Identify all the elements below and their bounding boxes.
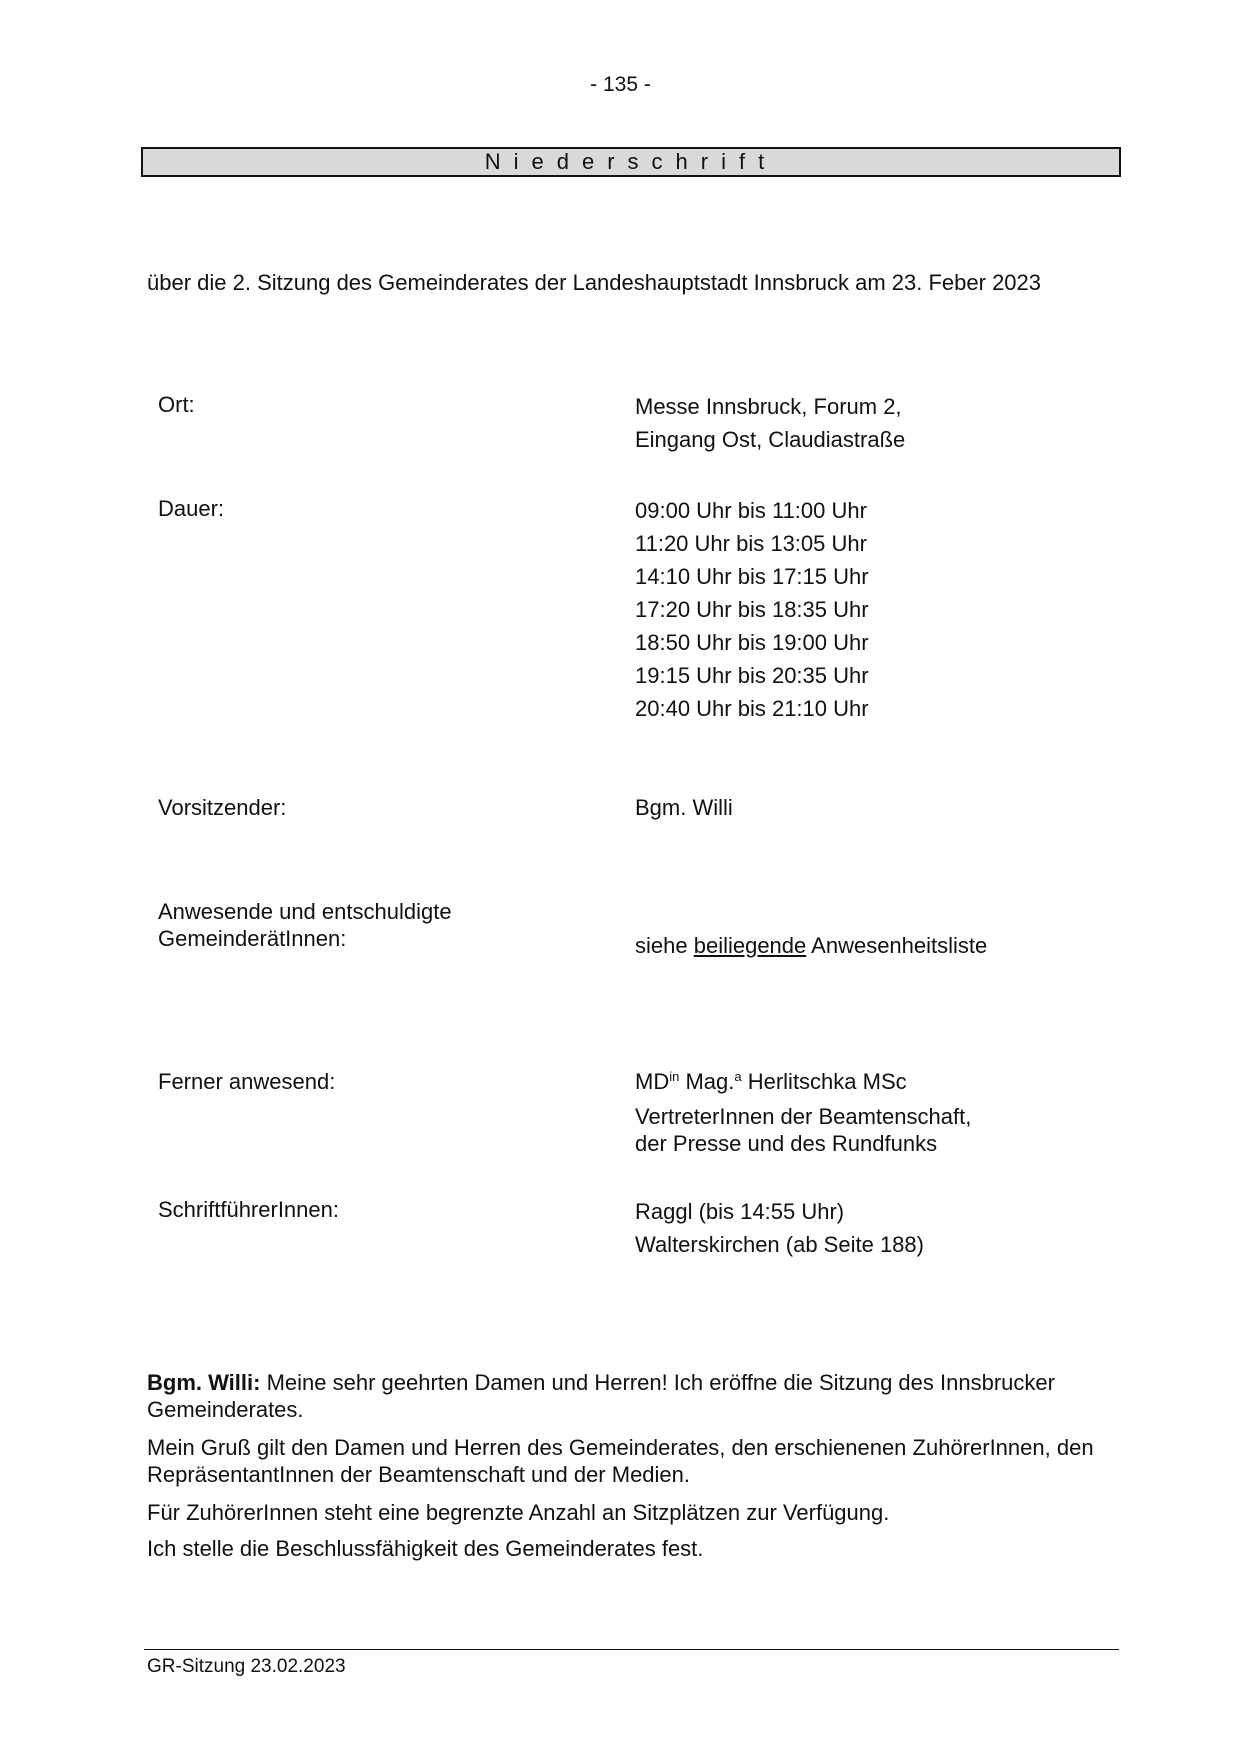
- label-vorsitzender: Vorsitzender:: [158, 795, 287, 820]
- ort-line: Eingang Ost, Claudiastraße: [635, 427, 906, 452]
- ferner-name: Herlitschka MSc: [741, 1069, 907, 1094]
- ferner-line-3: der Presse und des Rundfunks: [635, 1131, 938, 1156]
- ferner-md: MD: [635, 1069, 670, 1094]
- value-dauer: [635, 496, 869, 727]
- value-ferner: [635, 1069, 971, 1157]
- anwesende-pre: siehe: [635, 933, 694, 958]
- ferner-line-2: VertreterInnen der Beamtenschaft,: [635, 1104, 972, 1129]
- footer-text: GR-Sitzung 23.02.2023: [147, 1656, 346, 1677]
- speech-paragraph: Mein Gruß gilt den Damen und Herren des Gemeinderates, den erschienenen ZuhörerInnen, den RepräsentantInnen der Beamtenschaft und der Medien.: [147, 1435, 1094, 1487]
- schriftfuehrer-line: Walterskirchen (ab Seite 188): [635, 1232, 924, 1257]
- dauer-line: 17:20 Uhr bis 18:35 Uhr: [635, 597, 869, 622]
- dauer-line: 18:50 Uhr bis 19:00 Uhr: [635, 630, 869, 655]
- ferner-mag: Mag.: [679, 1069, 735, 1094]
- intro-line: über die 2. Sitzung des Gemeinderates der Landeshauptstadt Innsbruck am 23. Feber 2023: [147, 270, 1042, 295]
- anwesende-label-line: Anwesende und entschuldigte: [158, 899, 452, 924]
- dauer-line: 20:40 Uhr bis 21:10 Uhr: [635, 696, 869, 721]
- speech-text: Meine sehr geehrten Damen und Herren! Ich eröffne die Sitzung des Innsbrucker Gemeinderates.: [147, 1370, 1055, 1422]
- speech-paragraph: Ich stelle die Beschlussfähigkeit des Gemeinderates fest.: [147, 1536, 704, 1561]
- dauer-line: 19:15 Uhr bis 20:35 Uhr: [635, 663, 869, 688]
- label-ort: Ort:: [158, 392, 195, 417]
- speech-paragraph: Für ZuhörerInnen steht eine begrenzte Anzahl an Sitzplätzen zur Verfügung.: [147, 1500, 890, 1525]
- schriftfuehrer-line: Raggl (bis 14:55 Uhr): [635, 1199, 845, 1224]
- label-ferner: Ferner anwesend:: [158, 1069, 336, 1094]
- ferner-md-sup: in: [669, 1069, 680, 1084]
- value-anwesende: [635, 933, 987, 959]
- ferner-mag-sup: a: [734, 1069, 742, 1084]
- label-dauer: Dauer:: [158, 496, 225, 521]
- dauer-line: 11:20 Uhr bis 13:05 Uhr: [635, 531, 867, 556]
- anwesende-post: Anwesenheitsliste: [806, 933, 988, 958]
- anwesende-label-line: GemeinderätInnen:: [158, 926, 347, 951]
- anwesende-underlined: beiliegende: [693, 933, 807, 958]
- document-title: Niederschrift: [141, 147, 1121, 177]
- dauer-line: 09:00 Uhr bis 11:00 Uhr: [635, 498, 867, 523]
- value-vorsitzender: Bgm. Willi: [635, 795, 733, 820]
- ferner-line-1: [635, 1069, 971, 1103]
- speaker-name: Bgm. Willi:: [147, 1370, 261, 1395]
- footer-divider: [144, 1649, 1119, 1650]
- value-schriftfuehrer: [635, 1197, 924, 1263]
- label-anwesende: [158, 898, 452, 952]
- ort-line: Messe Innsbruck, Forum 2,: [635, 394, 902, 419]
- page-number: - 135 -: [590, 73, 651, 96]
- value-ort: [635, 392, 905, 458]
- speech-paragraph: [147, 1369, 1107, 1423]
- dauer-line: 14:10 Uhr bis 17:15 Uhr: [635, 564, 869, 589]
- label-schriftfuehrer: SchriftführerInnen:: [158, 1197, 339, 1222]
